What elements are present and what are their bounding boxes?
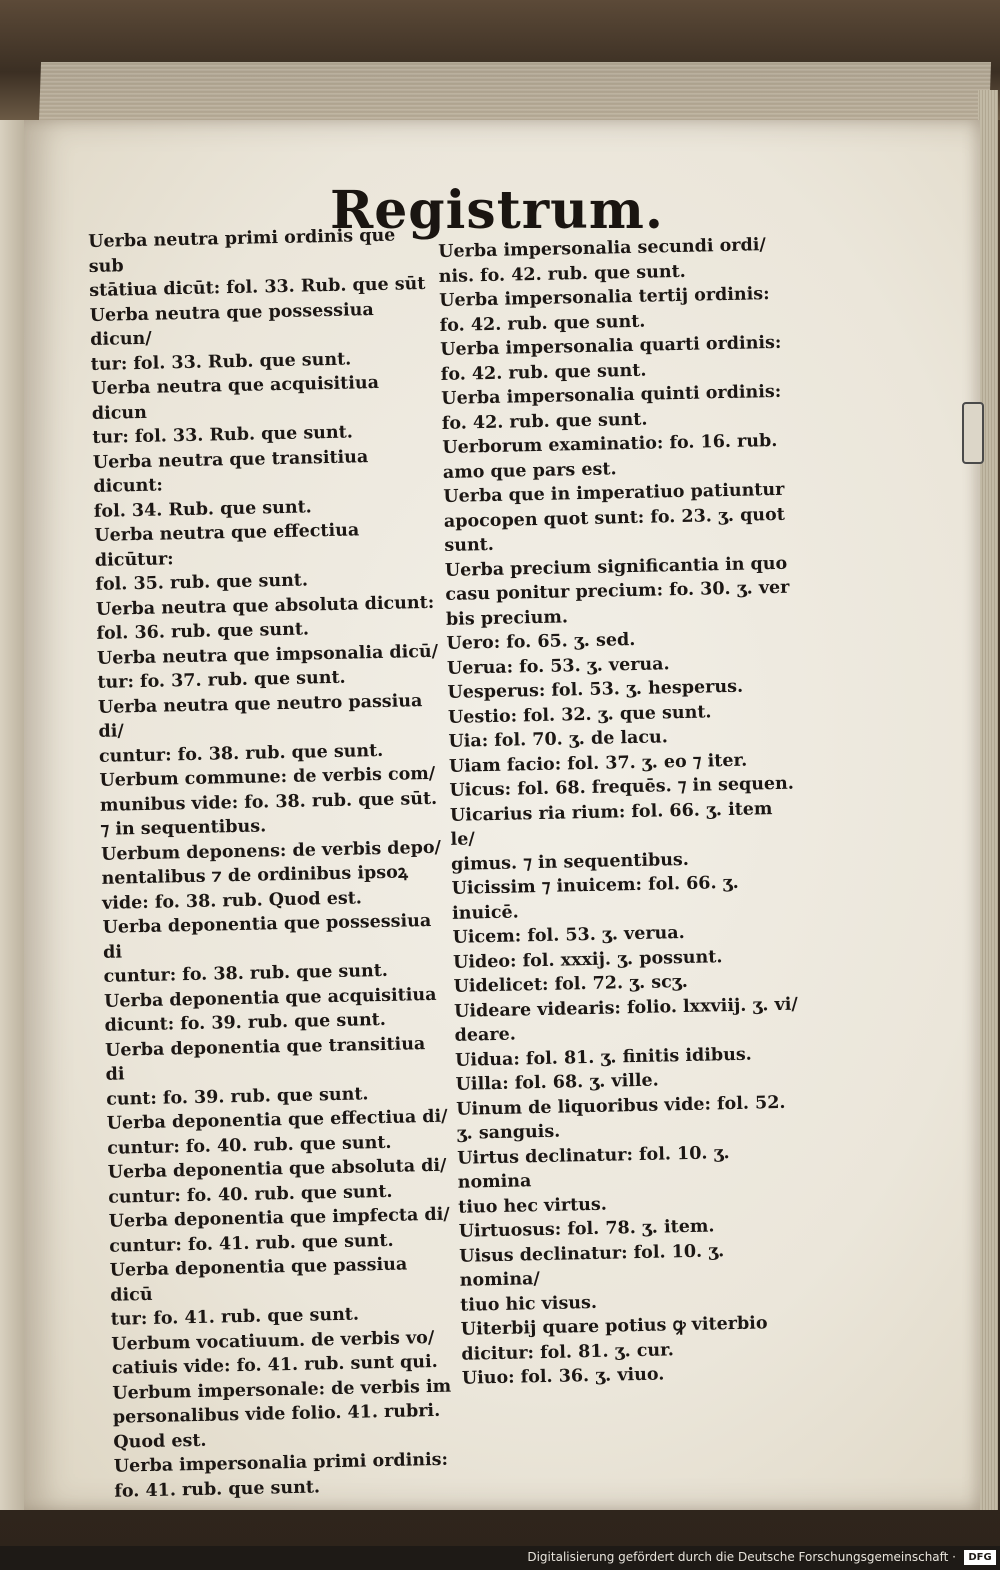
index-entry-line: Uicus: fol. 68. frequēs. ⁊ in sequen. <box>449 773 795 801</box>
index-entry-line: Uiuo: fol. 36. ʒ. viuo. <box>461 1364 665 1389</box>
index-entry-line: cuntur: fo. 38. rub. que sunt. <box>103 960 389 987</box>
index-entry-line: Uirtus declinatur: fol. 10. ʒ. nomina <box>457 1142 730 1193</box>
index-entry-line: tiuo hic visus. <box>460 1292 598 1316</box>
index-entry-line: tur: fo. 37. rub. que sunt. <box>97 667 346 693</box>
index-entry-line: Uerba deponentia que acquisitiua <box>103 984 437 1012</box>
index-entry-line: Uerba impersonalia quarti ordinis: <box>440 332 782 360</box>
index-entry-line: Uerba deponentia que transitiua di <box>104 1033 426 1085</box>
index-entry-line: Uerba neutra que acquisitiua dicun <box>91 372 380 424</box>
index-entry-line: Uerborum examinatio: fo. 16. rub. <box>442 430 778 458</box>
index-entry-line: tur: fo. 41. rub. que sunt. <box>110 1304 360 1330</box>
index-entry-line: Uicarius ria rium: fol. 66. ʒ. item le/ <box>449 798 773 850</box>
index-entry-line: Uicem: fol. 53. ʒ. verua. <box>452 922 685 948</box>
index-entry-line: stātiua dicūt: fol. 33. Rub. que sūt <box>89 273 426 301</box>
index-entry-line: Uideo: fol. xxxij. ʒ. possunt. <box>452 946 723 973</box>
index-entry-line: nis. fo. 42. rub. que sunt. <box>438 261 686 287</box>
index-entry-line: dicitur: fol. 81. ʒ. cur. <box>461 1339 675 1365</box>
index-entry-line: fo. 41. rub. que sunt. <box>114 1476 321 1502</box>
index-entry-line: Uerbum vocatiuum. de verbis vo/ <box>111 1327 435 1355</box>
index-entry-line: Uicissim ⁊ inuicem: fol. 66. ʒ. inuicē. <box>451 872 739 924</box>
index-entry-line: Uerba deponentia que absoluta di/ <box>107 1155 447 1183</box>
index-entry-line: gimus. ⁊ in sequentibus. <box>450 849 690 875</box>
index-entry-line: apocopen quot sunt: fo. 23. ʒ. quot <box>443 504 785 532</box>
index-entry-line: cunt: fo. 39. rub. que sunt. <box>106 1083 369 1110</box>
index-entry-line: ʒ. sanguis. <box>456 1121 561 1144</box>
index-entry-line: Uestio: fol. 32. ʒ. que sunt. <box>447 701 712 728</box>
index-entry-line: Uerba neutra primi ordinis que sub <box>88 225 396 277</box>
index-entry-line: Uilla: fol. 68. ʒ. ville. <box>455 1070 660 1095</box>
index-entry-line: fol. 35. rub. que sunt. <box>95 570 309 595</box>
index-entry-line: cuntur: fo. 40. rub. que sunt. <box>107 1132 392 1159</box>
index-entry-line: Uerbum deponens: de verbis depo/ <box>100 837 442 865</box>
index-entry-line: Uisus declinatur: fol. 10. ʒ. nomina/ <box>459 1240 725 1291</box>
index-entry-line: Quod est. <box>113 1430 207 1453</box>
index-entry-line: Uidua: fol. 81. ʒ. finitis idibus. <box>454 1044 752 1071</box>
index-entry-line: tur: fol. 33. Rub. que sunt. <box>92 422 354 448</box>
index-entry-line: deare. <box>454 1024 517 1046</box>
index-entry-line: Uerba impersonalia primi ordinis: <box>113 1449 449 1477</box>
index-entry-line: Uerbum commune: de verbis com/ <box>99 763 436 791</box>
index-entry-line: Uiam facio: fol. 37. ʒ. eo ⁊ iter. <box>448 750 748 777</box>
index-entry-line: dicunt: fo. 39. rub. que sunt. <box>104 1009 387 1036</box>
index-entry-line: Uerba neutra que possessiua dicun/ <box>89 299 374 350</box>
index-entry-line: amo que pars est. <box>442 458 617 483</box>
index-entry-line: Uerba deponentia que possessiua di <box>102 910 432 963</box>
index-entry-line: fo. 42. rub. que sunt. <box>441 409 648 434</box>
index-entry-line: Uerba que in imperatiuo patiuntur <box>443 479 785 507</box>
index-entry-line: Uerbum impersonale: de verbis im <box>112 1376 452 1404</box>
index-column-left <box>88 223 460 1504</box>
index-entry-line: vide: fo. 38. rub. Quod est. <box>101 887 363 914</box>
page-edges-right <box>978 90 998 1510</box>
index-entry-line: Uerba neutra que impsonalia dicū/ <box>96 641 439 669</box>
index-entry-line: Uerba neutra que transitiua dicunt: <box>92 446 369 497</box>
index-entry-line: Uerba deponentia que impfecta di/ <box>108 1204 450 1232</box>
index-entry-line: munibus vide: fo. 38. rub. que sūt. <box>99 788 438 816</box>
index-entry-line: cuntur: fo. 41. rub. que sunt. <box>109 1230 394 1257</box>
page-edges-top <box>39 62 991 122</box>
index-entry-line: cuntur: fo. 38. rub. que sunt. <box>98 740 384 767</box>
index-entry-line: casu ponitur precium: fo. 30. ʒ. ver <box>445 577 790 605</box>
index-entry-line: Uia: fol. 70. ʒ. de lacu. <box>448 727 669 752</box>
index-entry-line: Uiterbij quare potius ꝙ viterbio <box>460 1313 768 1340</box>
index-entry-line: sunt. <box>444 534 495 556</box>
index-entry-line: tiuo hec virtus. <box>458 1194 608 1218</box>
index-entry-line: Uidelicet: fol. 72. ʒ. scʒ. <box>453 971 689 997</box>
index-entry-line: Uirtuosus: fol. 78. ʒ. item. <box>458 1216 715 1242</box>
index-entry-line: fol. 36. rub. que sunt. <box>96 619 310 644</box>
index-column-right <box>438 233 807 1391</box>
index-entry-line: Uerba deponentia que passiua dicū <box>109 1254 408 1306</box>
index-entry-line: tur: fol. 33. Rub. que sunt. <box>90 349 352 375</box>
index-entry-line: bis precium. <box>445 606 569 630</box>
index-entry-line: Uesperus: fol. 53. ʒ. hesperus. <box>447 676 744 703</box>
footer-bar <box>0 1546 1000 1570</box>
index-entry-line: Uinum de liquoribus vide: fol. 52. <box>456 1092 786 1120</box>
index-entry-line: Uerba impersonalia tertij ordinis: <box>439 284 770 311</box>
index-entry-line: Uerba precium significantia in quo <box>444 553 788 581</box>
index-entry-line: fo. 42. rub. que sunt. <box>440 360 647 385</box>
index-entry-line: fo. 42. rub. que sunt. <box>439 311 646 336</box>
index-entry-line: Uerba impersonalia quinti ordinis: <box>441 381 782 409</box>
index-entry-line: cuntur: fo. 40. rub. que sunt. <box>108 1181 393 1208</box>
index-entry-line: Uerba deponentia que effectiua di/ <box>106 1106 448 1134</box>
index-entry-line: personalibus vide folio. 41. rubri. <box>112 1400 441 1428</box>
dfg-logo: DFG <box>964 1550 996 1565</box>
index-entry-line: Uerba neutra que absoluta dicunt: <box>95 592 435 620</box>
page-title: Registrum. <box>330 180 665 241</box>
funding-credit: Digitalisierung gefördert durch die Deutsche Forschungsgemeinschaft · <box>527 1550 956 1564</box>
index-entry-line: Uerba impersonalia secundi ordi/ <box>438 235 766 262</box>
index-entry-line: Uerba neutra que effectiua dicūtur: <box>94 520 360 571</box>
index-entry-line: Uerba neutra que neutro passiua di/ <box>97 690 423 742</box>
page-tab-marker <box>962 402 984 464</box>
index-entry-line: nentalibus ⁊ de ordinibus ipsoꝝ <box>101 862 409 889</box>
index-entry-line: ⁊ in sequentibus. <box>100 816 267 840</box>
index-entry-line: catiuis vide: fo. 41. rub. sunt qui. <box>111 1351 438 1379</box>
index-entry-line: Uerua: fo. 53. ʒ. verua. <box>446 653 670 679</box>
index-entry-line: Uideare videaris: folio. lxxviij. ʒ. vi/ <box>453 994 799 1022</box>
index-entry-line: fol. 34. Rub. que sunt. <box>93 496 312 522</box>
index-entry-line: Uero: fo. 65. ʒ. sed. <box>446 629 636 654</box>
